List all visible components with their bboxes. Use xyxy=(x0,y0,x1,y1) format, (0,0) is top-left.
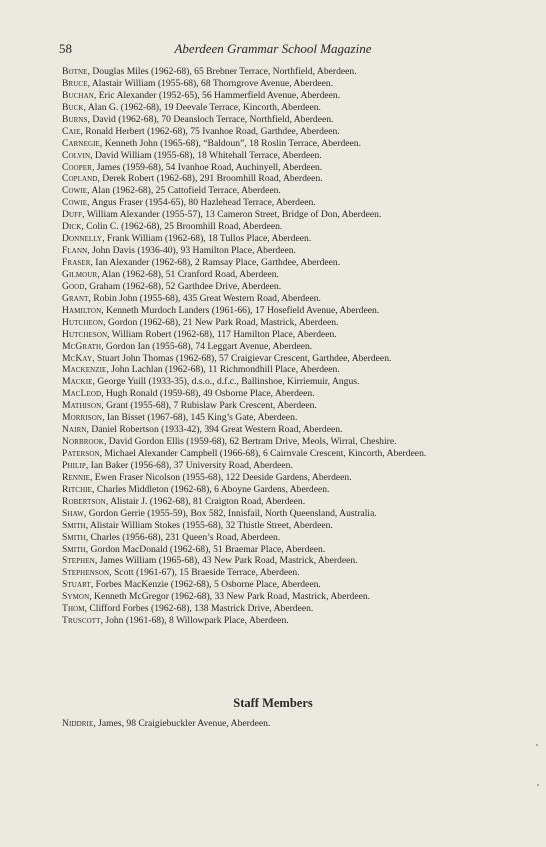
page-speck xyxy=(536,744,538,746)
address-entry xyxy=(62,257,494,269)
address-entry xyxy=(62,579,494,591)
entry-details: , Douglas Miles (1962-68), 65 Brebner Terrace, Northfield, Aberdeen. xyxy=(87,66,357,77)
address-entry xyxy=(62,233,494,245)
address-entry xyxy=(62,317,494,329)
address-entry xyxy=(62,544,494,556)
page-number: 58 xyxy=(59,41,72,56)
address-entry xyxy=(62,436,494,448)
address-entry xyxy=(62,197,494,209)
address-entry xyxy=(62,293,494,305)
entry-details: , Frank William (1962-68), 18 Tullos Place, Aberdeen. xyxy=(102,233,312,245)
surname: Buchan xyxy=(62,89,94,101)
entry-details: , Charles (1956-68), 231 Queen’s Road, Aberdeen. xyxy=(85,531,281,543)
entry-details: , Grant (1955-68), 7 Rubislaw Park Crescent, Aberdeen. xyxy=(101,400,317,412)
surname: Stuart xyxy=(62,579,91,591)
entry-details: , Ian Bisset (1967-68), 145 King’s Gate, Aberdeen. xyxy=(102,412,298,424)
address-entry xyxy=(62,162,494,174)
address-entry xyxy=(62,364,494,376)
entry-details: , Graham (1962-68), 52 Garthdee Drive, Aberdeen. xyxy=(84,280,282,292)
surname: Shaw xyxy=(62,507,84,519)
surname: Thom xyxy=(62,603,85,615)
entry-details: , Alistair J. (1962-68), 81 Craigton Road, Aberdeen. xyxy=(105,495,306,507)
surname: Philip xyxy=(62,459,86,471)
address-entry xyxy=(62,555,494,567)
entry-details: , Clifford Forbes (1962-68), 138 Mastrick Drive, Aberdeen. xyxy=(84,603,314,615)
surname: Colvin xyxy=(62,149,91,161)
entry-details: , Eric Alexander (1952-65), 56 Hammerfield Avenue, Aberdeen. xyxy=(93,89,341,101)
address-entry xyxy=(62,353,494,365)
address-entry xyxy=(62,718,494,730)
surname: Carnegie xyxy=(62,137,100,149)
surname: Mackenzie xyxy=(62,364,107,376)
entry-details: , Ronald Herbert (1962-68), 75 Ivanhoe Road, Garthdee, Aberdeen. xyxy=(80,125,340,137)
surname: Flann xyxy=(62,245,88,257)
surname: Niddrie xyxy=(62,718,94,729)
address-entry xyxy=(62,424,494,436)
address-entry xyxy=(62,138,494,150)
surname: Cowie xyxy=(62,185,88,197)
entry-details: , Angus Fraser (1954-65), 80 Hazlehead Terrace, Aberdeen. xyxy=(87,197,316,209)
entry-details: , Charles Middleton (1962-68), 6 Aboyne Gardens, Aberdeen. xyxy=(92,483,330,495)
address-entry xyxy=(62,78,494,90)
address-entry xyxy=(62,305,494,317)
entry-details: , Alastair William (1955-68), 68 Thorngrove Avenue, Aberdeen. xyxy=(87,77,334,89)
surname: Rennie xyxy=(62,471,90,483)
address-entry xyxy=(62,567,494,579)
entry-details: , John Davis (1936-40), 93 Hamilton Place, Aberdeen. xyxy=(87,245,296,257)
running-title: Aberdeen Grammar School Magazine xyxy=(174,41,372,56)
surname: Truscott xyxy=(62,615,101,627)
surname: Hutcheson xyxy=(62,328,108,340)
surname: Donnelly xyxy=(62,233,103,245)
entry-details: , Kenneth McGregor (1962-68), 33 New Park Road, Mastrick, Aberdeen. xyxy=(89,591,371,603)
entry-details: , William Robert (1962-68), 117 Hamilton Place, Aberdeen. xyxy=(107,328,337,340)
entry-details: , James William (1965-68), 43 New Park Road, Mastrick, Aberdeen. xyxy=(94,555,358,567)
surname: Ritchie xyxy=(62,483,93,495)
address-entry xyxy=(62,520,494,532)
entry-details: , Gordon MacDonald (1962-68), 51 Braemar Place, Aberdeen. xyxy=(85,543,326,555)
address-entry xyxy=(62,603,494,615)
entry-details: , Gordon (1962-68), 21 New Park Road, Mastrick, Aberdeen. xyxy=(103,316,339,328)
address-entry xyxy=(62,376,494,388)
surname: Hamilton xyxy=(62,304,102,316)
entry-details: , Alan (1962-68), 51 Cranford Road, Aberdeen. xyxy=(97,268,279,280)
staff-members-heading: Staff Members xyxy=(233,696,313,710)
surname: Symon xyxy=(62,591,90,603)
surname: Smith xyxy=(62,531,86,543)
surname: Mathison xyxy=(62,400,102,412)
entry-details: , James (1959-68), 54 Ivanhoe Road, Auchinyell, Aberdeen. xyxy=(91,161,323,173)
address-entry xyxy=(62,185,494,197)
address-entry xyxy=(62,329,494,341)
entry-details: , David William (1955-68), 18 Whitehall Terrace, Aberdeen. xyxy=(90,149,322,161)
address-entry xyxy=(62,591,494,603)
surname: Cooper xyxy=(62,161,92,173)
address-entry xyxy=(62,448,494,460)
entry-details: , Kenneth John (1965-68), “Baldoun”, 18 Roslin Terrace, Aberdeen. xyxy=(99,137,361,149)
former-pupils-address-list xyxy=(62,66,494,627)
entry-details: , George Yuill (1933-35), d.s.o., d.f.c., Ballinshoe, Kirriemuir, Angus. xyxy=(92,376,360,388)
surname: Copland xyxy=(62,173,98,185)
address-entry xyxy=(62,400,494,412)
entry-details: , Gordon Ian (1955-68), 74 Leggart Avenue, Aberdeen. xyxy=(101,340,313,352)
surname: Norbrook xyxy=(62,436,104,448)
surname: Caie xyxy=(62,125,81,137)
surname: Dick xyxy=(62,221,82,233)
entry-details: , David (1962-68), 70 Deansloch Terrace, Northfield, Aberdeen. xyxy=(87,113,334,125)
staff-address-list xyxy=(62,718,494,730)
entry-details: , Stuart John Thomas (1962-68), 57 Craigievar Crescent, Garthdee, Aberdeen. xyxy=(92,352,392,364)
entry-details: , Alistair William Stokes (1955-68), 32 Thistle Street, Aberdeen. xyxy=(85,519,333,531)
surname: Good xyxy=(62,280,85,292)
address-entry xyxy=(62,460,494,472)
surname: Burns xyxy=(62,113,88,125)
surname: Grant xyxy=(62,292,89,304)
address-entry xyxy=(62,508,494,520)
address-entry xyxy=(62,114,494,126)
entry-details: , Forbes MacKenzie (1962-68), 5 Osborne Place, Aberdeen. xyxy=(90,579,321,591)
address-entry xyxy=(62,90,494,102)
surname: Nairn xyxy=(62,424,87,436)
entry-details: , Scott (1961-67), 15 Braeside Terrace, Aberdeen. xyxy=(109,567,300,579)
surname: Robertson xyxy=(62,495,106,507)
entry-details: , David Gordon Ellis (1959-68), 62 Bertram Drive, Meols, Wirral, Cheshire. xyxy=(103,436,397,448)
surname: Botne xyxy=(62,66,88,77)
entry-details: , Daniel Robertson (1933-42), 394 Great Western Road, Aberdeen. xyxy=(86,424,343,436)
entry-details: , Robin John (1955-68), 435 Great Western Road, Aberdeen. xyxy=(88,292,321,304)
page-speck xyxy=(537,784,539,786)
address-entry xyxy=(62,66,494,78)
address-entry xyxy=(62,615,494,627)
surname: McGrath xyxy=(62,340,102,352)
address-entry xyxy=(62,412,494,424)
entry-details: , James, 98 Craigiebuckler Avenue, Aberdeen. xyxy=(93,718,271,729)
entry-details: , Alan G. (1962-68), 19 Deevale Terrace, Kincorth, Aberdeen. xyxy=(83,101,321,113)
entry-details: , Ewen Fraser Nicolson (1955-68), 122 Deeside Gardens, Aberdeen. xyxy=(90,471,352,483)
surname: McKay xyxy=(62,352,93,364)
address-entry xyxy=(62,173,494,185)
address-entry xyxy=(62,388,494,400)
entry-details: , Ian Baker (1956-68), 37 University Road, Aberdeen. xyxy=(85,459,293,471)
entry-details: , Michael Alexander Campbell (1966-68), 6 Cairnvale Crescent, Kincorth, Aberdeen. xyxy=(99,448,427,459)
address-entry xyxy=(62,245,494,257)
entry-details: , Gordon Gerrie (1955-59), Box 582, Innisfail, North Queensland, Australia. xyxy=(83,507,377,519)
surname: Gilmour xyxy=(62,268,98,280)
surname: Mackie xyxy=(62,376,93,388)
address-entry xyxy=(62,341,494,353)
entry-details: , John (1961-68), 8 Willowpark Place, Aberdeen. xyxy=(100,615,289,627)
entry-details: , Ian Alexander (1962-68), 2 Ramsay Place, Garthdee, Aberdeen. xyxy=(90,257,341,268)
surname: Paterson xyxy=(62,448,100,459)
surname: Stephen xyxy=(62,555,95,567)
entry-details: , William Alexander (1955-57), 13 Cameron Street, Bridge of Don, Aberdeen. xyxy=(82,209,382,221)
address-entry xyxy=(62,484,494,496)
address-entry xyxy=(62,150,494,162)
surname: Hutcheon xyxy=(62,316,104,328)
address-entry xyxy=(62,269,494,281)
address-entry xyxy=(62,126,494,138)
surname: Smith xyxy=(62,519,86,531)
surname: Smith xyxy=(62,543,86,555)
surname: Stephenson xyxy=(62,567,110,579)
surname: MacLeod xyxy=(62,388,102,400)
surname: Cowie xyxy=(62,197,88,209)
address-entry xyxy=(62,102,494,114)
entry-details: , Hugh Ronald (1959-68), 49 Osborne Place, Aberdeen. xyxy=(101,388,315,400)
entry-details: , Colin C. (1962-68), 25 Broomhill Road, Aberdeen. xyxy=(81,221,283,233)
address-entry xyxy=(62,281,494,293)
address-entry xyxy=(62,496,494,508)
entry-details: , Derek Robert (1962-68), 291 Broomhill Road, Aberdeen. xyxy=(97,173,323,185)
surname: Bruce xyxy=(62,77,88,89)
page-header xyxy=(0,39,546,59)
entry-details: , Kenneth Murdoch Landers (1961-66), 17 Hosefield Avenue, Aberdeen. xyxy=(101,304,380,316)
address-entry xyxy=(62,472,494,484)
address-entry xyxy=(62,209,494,221)
address-entry xyxy=(62,532,494,544)
surname: Duff xyxy=(62,209,83,221)
address-entry xyxy=(62,221,494,233)
surname: Buck xyxy=(62,101,84,113)
entry-details: , Alan (1962-68), 25 Cattofield Terrace, Aberdeen. xyxy=(87,185,281,197)
surname: Morrison xyxy=(62,412,103,424)
entry-details: , John Lachlan (1962-68), 11 Richmondhill Place, Aberdeen. xyxy=(106,364,340,376)
surname: Fraser xyxy=(62,257,91,268)
